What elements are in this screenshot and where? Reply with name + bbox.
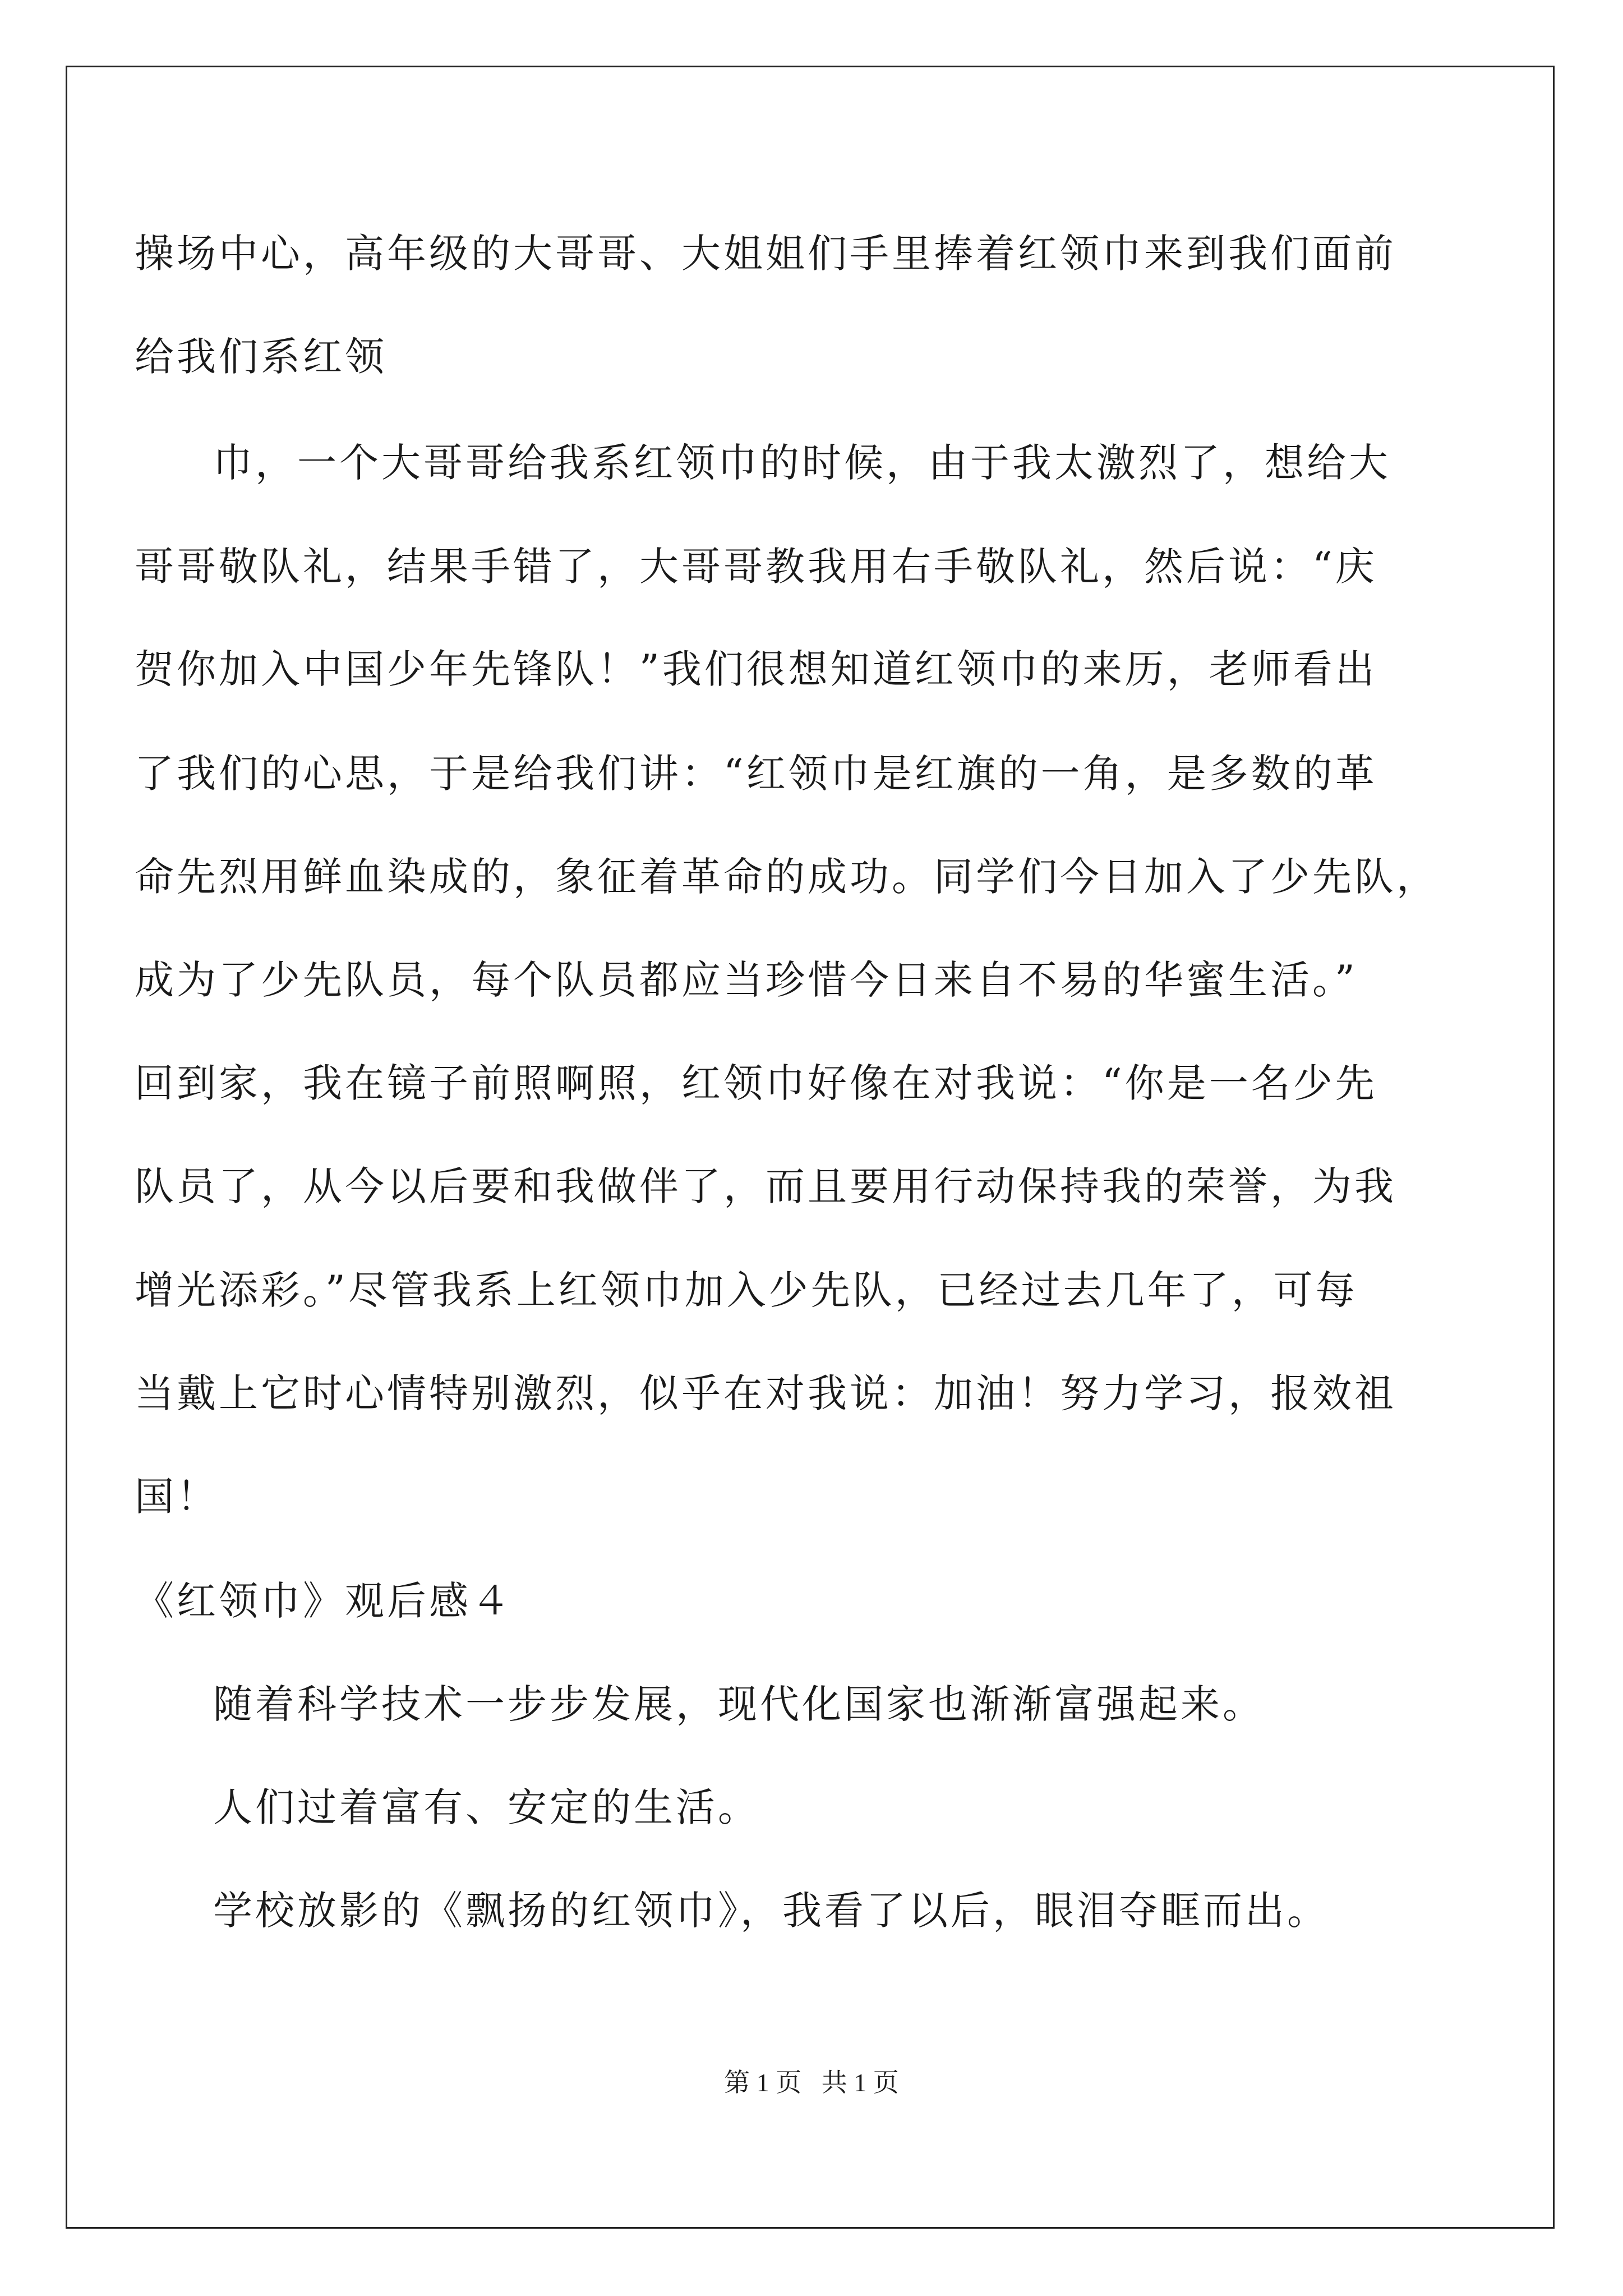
- text-line: 了我们的心思，于是给我们讲：“红领巾是红旗的一角，是多数的革: [135, 751, 1377, 797]
- text-line: 成为了少先队员，每个队员都应当珍惜今日来自不易的华蜜生活。”: [135, 957, 1358, 1003]
- text-line: 操场中心，高年级的大哥哥、大姐姐们手里捧着红领巾来到我们面前: [135, 231, 1396, 277]
- text-line: 增光添彩。”尽管我系上红领巾加入少先队，已经过去几年了，可每: [135, 1267, 1358, 1313]
- text-line: 巾，一个大哥哥给我系红领巾的时候，由于我太激烈了，想给大: [213, 440, 1391, 486]
- page-footer: [0, 2066, 1623, 2100]
- page-number: 第 1 页: [724, 2068, 802, 2097]
- text-line: 哥哥敬队礼，结果手错了，大哥哥教我用右手敬队礼，然后说：“庆: [135, 544, 1377, 590]
- text-line: 当戴上它时心情特别激烈，似乎在对我说：加油！努力学习，报效祖: [135, 1370, 1396, 1416]
- text-line: 学校放影的《飘扬的红领巾》，我看了以后，眼泪夺眶而出。: [213, 1888, 1329, 1934]
- section-heading: 《红领巾》观后感４: [135, 1578, 513, 1624]
- text-line: 贺你加入中国少年先锋队！”我们很想知道红领巾的来历，老师看出: [135, 646, 1377, 692]
- text-line: 回到家，我在镜子前照啊照，红领巾好像在对我说：“你是一名少先: [135, 1060, 1377, 1106]
- text-line: 人们过着富有、安定的生活。: [213, 1784, 760, 1830]
- text-line: 随着科学技术一步步发展，现代化国家也渐渐富强起来。: [213, 1681, 1265, 1727]
- page-total: 共 1 页: [821, 2068, 899, 2097]
- text-line: 国！: [135, 1474, 219, 1520]
- text-line: 队员了，从今以后要和我做伴了，而且要用行动保持我的荣誉，为我: [135, 1163, 1396, 1209]
- text-line: 给我们系红领: [135, 334, 387, 380]
- text-line: 命先烈用鲜血染成的，象征着革命的成功。同学们今日加入了少先队，: [135, 854, 1438, 900]
